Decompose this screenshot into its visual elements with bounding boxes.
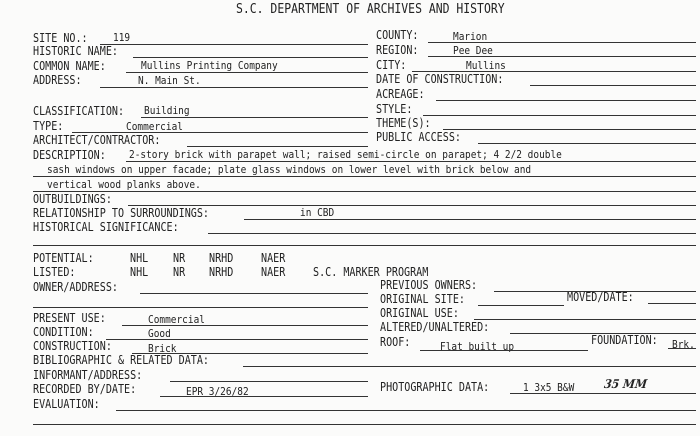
description-rule-2 (33, 176, 696, 177)
type-label: TYPE: (33, 119, 64, 133)
previous-owners-label: PREVIOUS OWNERS: (380, 278, 478, 292)
city-label: CITY: (376, 58, 407, 72)
recorded-by-line (160, 396, 368, 397)
condition-value: Good (148, 327, 171, 340)
present-use-line (122, 325, 368, 326)
potential-nr: NR (173, 251, 186, 265)
themes-line (443, 129, 696, 130)
listed-nrhd: NRHD (209, 265, 234, 279)
condition-line (106, 339, 368, 340)
style-label: STYLE: (376, 102, 413, 116)
foundation-line (668, 348, 696, 349)
historical-significance-line (208, 233, 696, 234)
historic-name-line (133, 57, 368, 58)
classification-label: CLASSIFICATION: (33, 104, 125, 118)
description-line-3: vertical wood planks above. (47, 178, 201, 191)
present-use-value: Commercial (148, 313, 205, 326)
description-line-1: 2-story brick with parapet wall; raised semi-circle on parapet; 4 2/2 double (129, 148, 562, 161)
informant-label: INFORMANT/ADDRESS: (33, 368, 143, 382)
outbuildings-label: OUTBUILDINGS: (33, 192, 112, 206)
acreage-label: ACREAGE: (376, 87, 425, 101)
listed-sc-marker: S.C. MARKER PROGRAM (313, 265, 429, 279)
relationship-line (244, 219, 696, 220)
listed-label: LISTED: (33, 265, 76, 279)
city-value: Mullins (466, 59, 506, 72)
potential-nhl: NHL (130, 251, 149, 265)
address-line (100, 87, 368, 88)
region-line (428, 56, 696, 57)
description-rule-1 (126, 161, 696, 162)
roof-value: Flat built up (440, 340, 515, 353)
photographic-data-line (510, 393, 696, 394)
original-use-label: ORIGINAL USE: (380, 306, 459, 320)
potential-nrhd: NRHD (209, 251, 234, 265)
moved-date-line (648, 303, 696, 304)
owner-address-line-2 (33, 307, 368, 308)
foundation-value: Brk. (672, 338, 695, 351)
bibliographic-label: BIBLIOGRAPHIC & RELATED DATA: (33, 353, 209, 367)
historic-name-label: HISTORIC NAME: (33, 44, 118, 58)
common-name-label: COMMON NAME: (33, 59, 106, 73)
foundation-label: FOUNDATION: (591, 333, 658, 347)
county-line (428, 42, 696, 43)
site-no-value: 119 (113, 31, 131, 44)
description-line-2: sash windows on upper facade; plate glass windows on lower level with brick below and (47, 163, 532, 176)
bibliographic-line (243, 366, 696, 367)
architect-label: ARCHITECT/CONTRACTOR: (33, 133, 161, 147)
date-of-construction-label: DATE OF CONSTRUCTION: (376, 72, 504, 86)
address-value: N. Main St. (138, 74, 201, 87)
public-access-line (478, 143, 696, 144)
owner-address-line (140, 293, 368, 294)
photographic-data-label: PHOTOGRAPHIC DATA: (380, 380, 490, 394)
architect-line (187, 146, 368, 147)
classification-line (141, 117, 368, 118)
blank-rule (33, 245, 696, 246)
condition-label: CONDITION: (33, 325, 94, 339)
classification-value: Building (144, 104, 190, 117)
acreage-line (436, 100, 696, 101)
original-use-line (474, 319, 696, 320)
recorded-by-label: RECORDED BY/DATE: (33, 382, 137, 396)
original-site-label: ORIGINAL SITE: (380, 292, 465, 306)
public-access-label: PUBLIC ACCESS: (376, 130, 461, 144)
site-no-label: SITE NO.: (33, 31, 88, 45)
evaluation-line-2 (33, 424, 696, 425)
construction-label: CONSTRUCTION: (33, 339, 112, 353)
construction-value: Brick (148, 342, 177, 355)
relationship-value: in CBD (300, 206, 335, 219)
present-use-label: PRESENT USE: (33, 311, 106, 325)
type-value: Commercial (126, 120, 183, 133)
listed-nr: NR (173, 265, 186, 279)
common-name-value: Mullins Printing Company (141, 59, 278, 72)
informant-line (170, 381, 368, 382)
themes-label: THEME(S): (376, 116, 431, 130)
owner-address-label: OWNER/ADDRESS: (33, 280, 118, 294)
form-title: S.C. DEPARTMENT OF ARCHIVES AND HISTORY (236, 2, 505, 17)
date-of-construction-line (530, 85, 696, 86)
altered-label: ALTERED/UNALTERED: (380, 320, 490, 334)
description-rule-3 (33, 191, 696, 192)
historical-significance-label: HISTORICAL SIGNIFICANCE: (33, 220, 179, 234)
common-name-line (126, 72, 368, 73)
original-site-line (478, 305, 564, 306)
site-no-line (100, 44, 368, 45)
photographic-data-handwritten: 35 MM (603, 377, 648, 391)
description-label: DESCRIPTION: (33, 148, 106, 162)
potential-label: POTENTIAL: (33, 251, 94, 265)
county-value: Marion (453, 30, 488, 43)
listed-nhl: NHL (130, 265, 149, 279)
potential-naer: NAER (261, 251, 286, 265)
roof-line (420, 350, 588, 351)
relationship-label: RELATIONSHIP TO SURROUNDINGS: (33, 206, 209, 220)
moved-date-label: MOVED/DATE: (567, 290, 634, 304)
outbuildings-line (128, 205, 696, 206)
region-value: Pee Dee (453, 44, 493, 57)
county-label: COUNTY: (376, 28, 419, 42)
address-label: ADDRESS: (33, 73, 82, 87)
roof-label: ROOF: (380, 335, 411, 349)
evaluation-label: EVALUATION: (33, 397, 100, 411)
listed-naer: NAER (261, 265, 286, 279)
evaluation-line (116, 410, 696, 411)
style-line (423, 115, 696, 116)
region-label: REGION: (376, 43, 419, 57)
recorded-by-value: EPR 3/26/82 (186, 385, 249, 398)
photographic-data-value: 1 3x5 B&W (523, 381, 575, 394)
